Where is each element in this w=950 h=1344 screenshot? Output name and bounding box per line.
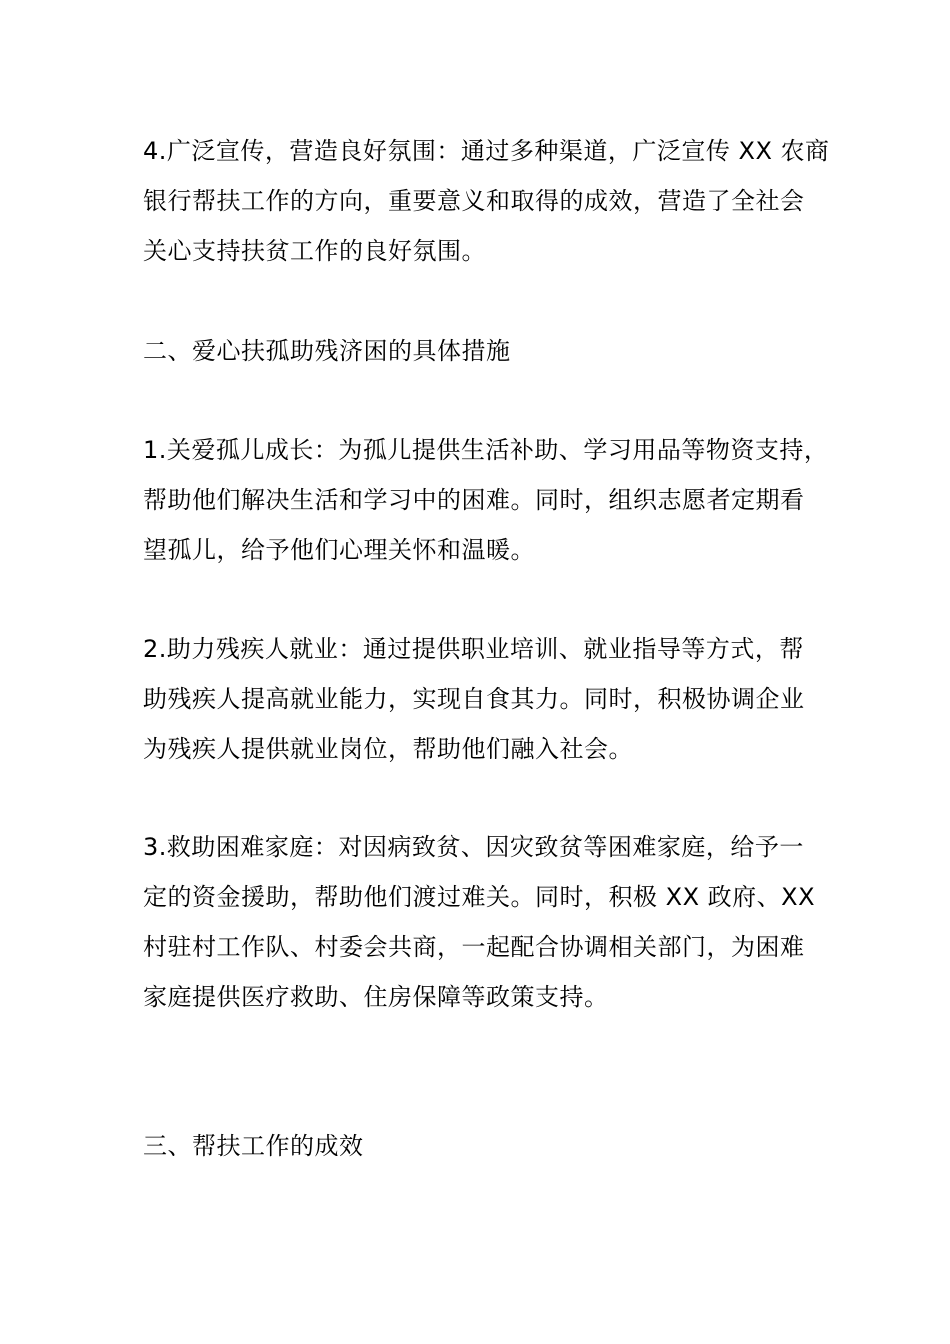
paragraph-publicity [143,126,830,276]
text-line: 家庭提供医疗救助、住房保障等政策支持。 [143,983,609,1011]
text-line: 村驻村工作队、村委会共商，一起配合协调相关部门，为困难 [143,933,805,961]
text-line: 1.关爱孤儿成长：为孤儿提供生活补助、学习用品等物资支持， [143,436,829,464]
text-line: 关心支持扶贫工作的良好氛围。 [143,237,486,265]
text-line: 3.救助困难家庭：对因病致贫、因灾致贫等困难家庭，给予一 [143,833,804,861]
text-line: 2.助力残疾人就业：通过提供职业培训、就业指导等方式，帮 [143,635,804,663]
text-line: 望孤儿，给予他们心理关怀和温暖。 [143,536,535,564]
text-line: 助残疾人提高就业能力，实现自食其力。同时，积极协调企业 [143,685,805,713]
text-line: 帮助他们解决生活和学习中的困难。同时，组织志愿者定期看 [143,486,805,514]
paragraph-orphan-care [143,425,829,575]
section-heading-results: 三、帮扶工作的成效 [143,1132,364,1160]
paragraph-disabled-employment [143,624,808,774]
section-heading-measures: 二、爱心扶孤助残济困的具体措施 [143,337,511,365]
text-line: 4.广泛宣传，营造良好氛围：通过多种渠道，广泛宣传 XX 农商 [143,137,830,165]
paragraph-family-relief [143,822,816,1022]
text-line: 为残疾人提供就业岗位，帮助他们融入社会。 [143,735,633,763]
text-line: 定的资金援助，帮助他们渡过难关。同时，积极 XX 政府、XX [143,883,816,911]
text-line: 银行帮扶工作的方向，重要意义和取得的成效，营造了全社会 [143,187,805,215]
